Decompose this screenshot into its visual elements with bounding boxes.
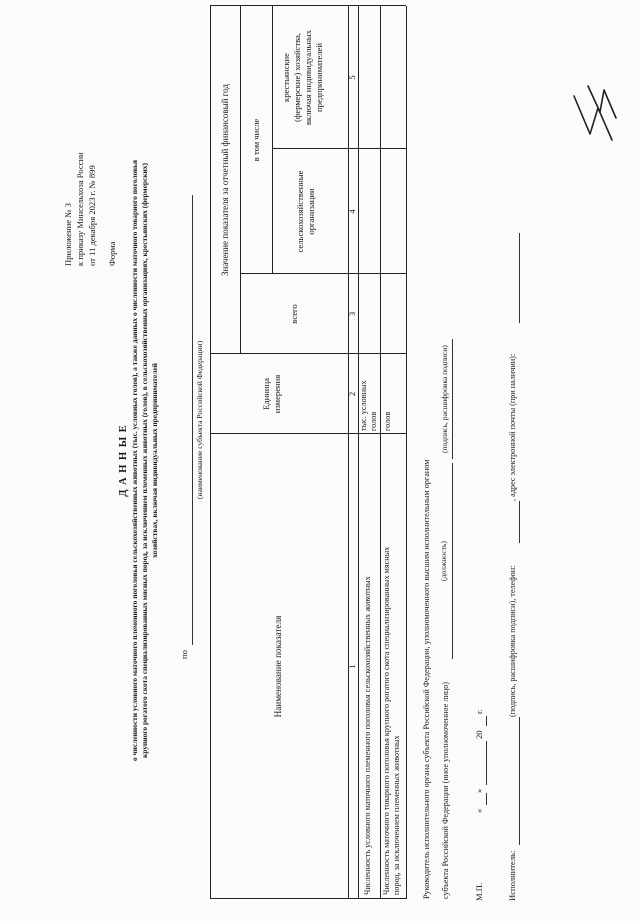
- position-underline: [452, 463, 453, 659]
- column-number-4: 4: [347, 209, 357, 214]
- date-year-suffix: г.: [474, 709, 484, 714]
- header-name: Наименование показателя: [273, 615, 283, 718]
- header-agri-orgs-line-1: сельскохозяйственные: [295, 170, 305, 253]
- form-label: Форма: [107, 241, 117, 266]
- header-unit-line-2: измерения: [272, 374, 282, 414]
- row-2-name-line-2: пород, за исключением племенных животных: [392, 735, 401, 895]
- date-year-underline: [486, 716, 487, 726]
- title-line-2: крупного рогатого скота специализированных мясных пород, за исключением племенных животных (голов), в сельскохозяйственных организациях, крестьянских (фермерских): [140, 163, 149, 758]
- row-1-name: Численность условного маточного племенного поголовья сельскохозяйственных животных: [363, 576, 372, 895]
- date-year-prefix: 20: [474, 730, 484, 739]
- executor-label: Исполнитель:: [507, 850, 517, 901]
- position-caption: (должность): [439, 541, 448, 581]
- header-agri-orgs-line-2: организации: [306, 188, 316, 235]
- row-1-unit-line-1: тыс. условных: [359, 380, 368, 431]
- appendix-line-3: от 11 декабря 2023 г. № 899: [87, 165, 97, 266]
- date-day-underline: [486, 793, 487, 805]
- head-line-2: субъекта Российской Федерации (иное уполномоченное лицо): [441, 681, 450, 899]
- title-line-3: хозяйствах, включая индивидуальных предпринимателей: [150, 363, 159, 558]
- header-farms-line-4: предпринимателей: [314, 43, 324, 112]
- signature-caption: (подпись, расшифровка подписи): [440, 345, 449, 453]
- appendix-line-2: к приказу Минсельхоза России: [75, 152, 85, 266]
- indicators-table: [210, 6, 406, 899]
- appendix-line-1: Приложение № 3: [63, 203, 73, 266]
- header-farms-line-1: крестьянские: [281, 53, 291, 102]
- header-unit-line-1: Единица: [261, 378, 271, 410]
- column-number-2: 2: [347, 391, 357, 397]
- column-number-3: 3: [347, 311, 357, 317]
- header-value-group: Значение показателя за отчетный финансовый год: [220, 84, 230, 276]
- row-1-unit-line-2: голов: [369, 411, 378, 431]
- header-farms-line-2: (фермерские) хозяйства,: [292, 32, 302, 123]
- email-caption: , адрес электронной почты (при наличии):: [508, 353, 517, 501]
- date-month-underline: [486, 741, 487, 785]
- stamp-place-label: М.П.: [474, 882, 484, 901]
- email-underline: [519, 233, 520, 323]
- subject-prefix: по: [179, 650, 189, 659]
- subject-underline: [192, 195, 193, 645]
- column-number-5: 5: [347, 75, 357, 80]
- executor-signature-caption: (подпись, расшифровка подписи), телефон:: [508, 565, 517, 717]
- executor-underline: [519, 717, 520, 845]
- row-2-unit: голов: [383, 411, 392, 431]
- date-close-quote: »: [474, 788, 484, 793]
- head-line-1: Руководитель исполнительного органа субъекта Российской Федерации, уполномоченного высшим исполнительным органом: [422, 459, 431, 899]
- document-title: Д А Н Н Ы Е: [118, 424, 129, 497]
- row-2-name-line-1: Численность маточного товарного поголовья крупного рогатого скота специализированных мясных: [382, 546, 391, 895]
- header-farms-line-3: включая индивидуальных: [303, 30, 313, 126]
- handwritten-signature: [560, 78, 630, 148]
- column-number-1: 1: [347, 664, 357, 669]
- subject-caption: (наименование субъекта Российской Федерации): [195, 340, 204, 500]
- date-open-quote: «: [474, 808, 484, 813]
- phone-underline: [519, 501, 520, 543]
- title-line-1: о численности условного маточного племенного поголовья сельскохозяйственных животных (тыс. условных голов), а также данных о численности маточного товарного поголовья: [130, 159, 139, 762]
- signature-underline: [452, 339, 453, 459]
- header-total: всего: [289, 304, 299, 324]
- header-including: в том числе: [251, 118, 261, 162]
